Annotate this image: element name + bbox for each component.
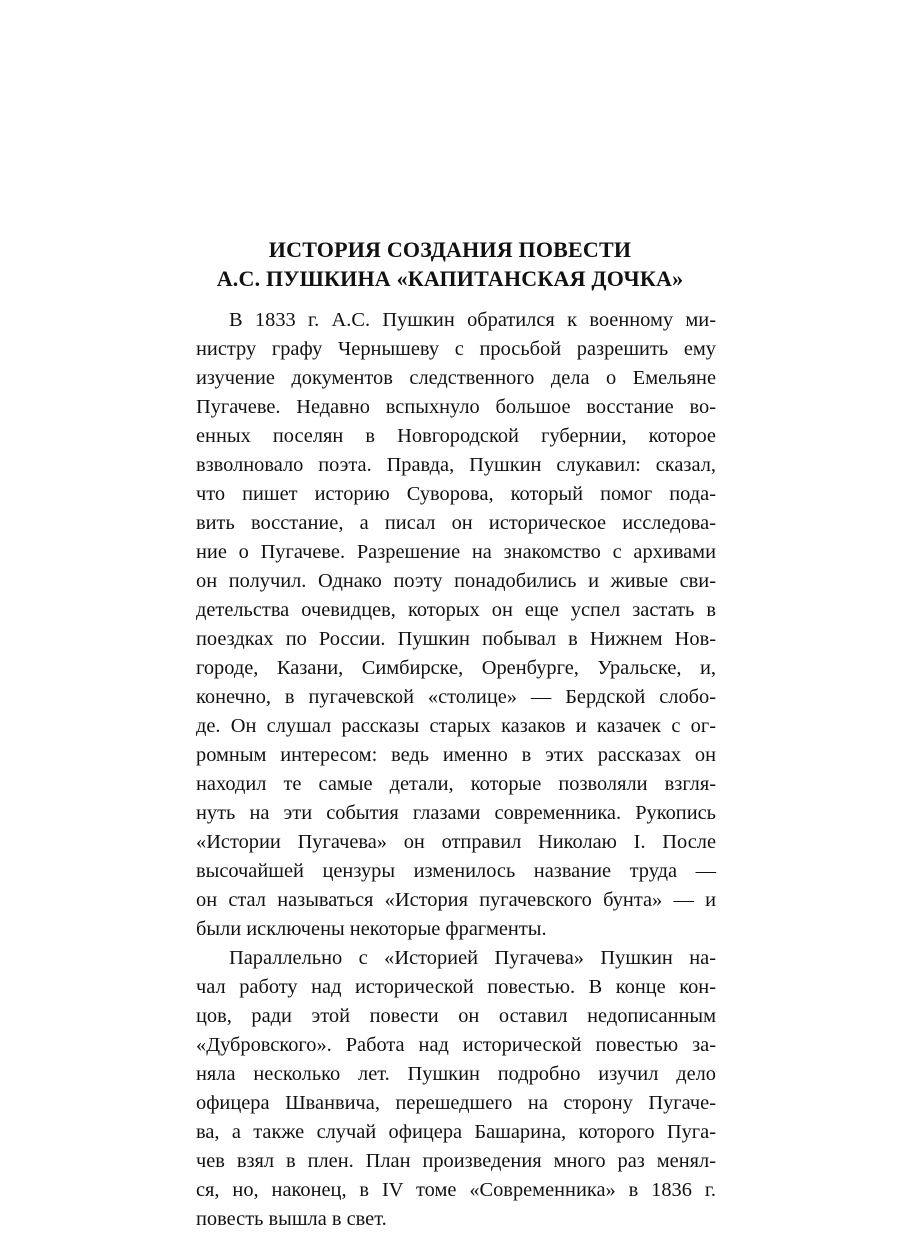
- text-line: офицера Шванвича, перешедшего на сторону Пугаче-: [196, 1092, 716, 1114]
- paragraph-2: [196, 944, 716, 1234]
- text-line: енных поселян в Новгородской губернии, которое: [196, 425, 716, 447]
- text-line: были исключены некоторые фрагменты.: [196, 918, 547, 940]
- text-line: чал работу над исторической повестью. В конце кон-: [196, 976, 716, 998]
- text-line: взволновало поэта. Правда, Пушкин слукавил: сказал,: [196, 454, 716, 476]
- text-line: повесть вышла в свет.: [196, 1208, 387, 1230]
- text-line: поездках по России. Пушкин побывал в Нижнем Нов-: [196, 628, 716, 650]
- text-line: ся, но, наконец, в IV томе «Современника» в 1836 г.: [196, 1179, 716, 1201]
- text-line: «Истории Пугачева» он отправил Николаю I. После: [196, 831, 716, 853]
- chapter-title-line-2: А.С. ПУШКИНА «КАПИТАНСКАЯ ДОЧКА»: [216, 266, 684, 291]
- text-line: ва, а также случай офицера Башарина, которого Пуга-: [196, 1121, 716, 1143]
- text-line: Пугачеве. Недавно вспыхнуло большое восстание во-: [196, 396, 716, 418]
- text-line: чев взял в плен. План произведения много раз менял-: [196, 1150, 716, 1172]
- text-line: изучение документов следственного дела о Емельяне: [196, 367, 716, 389]
- text-line: городе, Казани, Симбирске, Оренбурге, Уральске, и,: [196, 657, 716, 679]
- text-line: он стал называться «История пугачевского бунта» — и: [196, 889, 716, 911]
- body-text: [196, 306, 716, 1234]
- text-line: нуть на эти события глазами современника. Рукопись: [196, 802, 716, 824]
- text-line: «Дубровского». Работа над исторической повестью за-: [196, 1034, 716, 1056]
- text-line: конечно, в пугачевской «столице» — Бердской слобо-: [196, 686, 716, 708]
- text-line: ромным интересом: ведь именно в этих рассказах он: [196, 744, 716, 766]
- text-line: что пишет историю Суворова, который помог пода-: [196, 483, 716, 505]
- text-line: нистру графу Чернышеву с просьбой разрешить ему: [196, 338, 716, 360]
- text-line: няла несколько лет. Пушкин подробно изучил дело: [196, 1063, 716, 1085]
- text-line: В 1833 г. А.С. Пушкин обратился к военному ми-: [229, 309, 716, 331]
- text-line: ние о Пугачеве. Разрешение на знакомство с архивами: [196, 541, 716, 563]
- text-line: высочайшей цензуры изменилось название труда —: [196, 860, 716, 882]
- text-line: он получил. Однако поэту понадобились и живые сви-: [196, 570, 716, 592]
- text-line: цов, ради этой повести он оставил недописанным: [196, 1005, 716, 1027]
- text-line: вить восстание, а писал он историческое исследова-: [196, 512, 716, 534]
- text-line: Параллельно с «Историей Пугачева» Пушкин на-: [229, 947, 716, 969]
- chapter-title-line-1: ИСТОРИЯ СОЗДАНИЯ ПОВЕСТИ: [268, 237, 632, 262]
- paragraph-1: [196, 306, 716, 944]
- text-line: находил те самые детали, которые позволяли взгля-: [196, 773, 716, 795]
- text-line: де. Он слушал рассказы старых казаков и казачек с ог-: [196, 715, 716, 737]
- text-line: детельства очевидцев, которых он еще успел застать в: [196, 599, 716, 621]
